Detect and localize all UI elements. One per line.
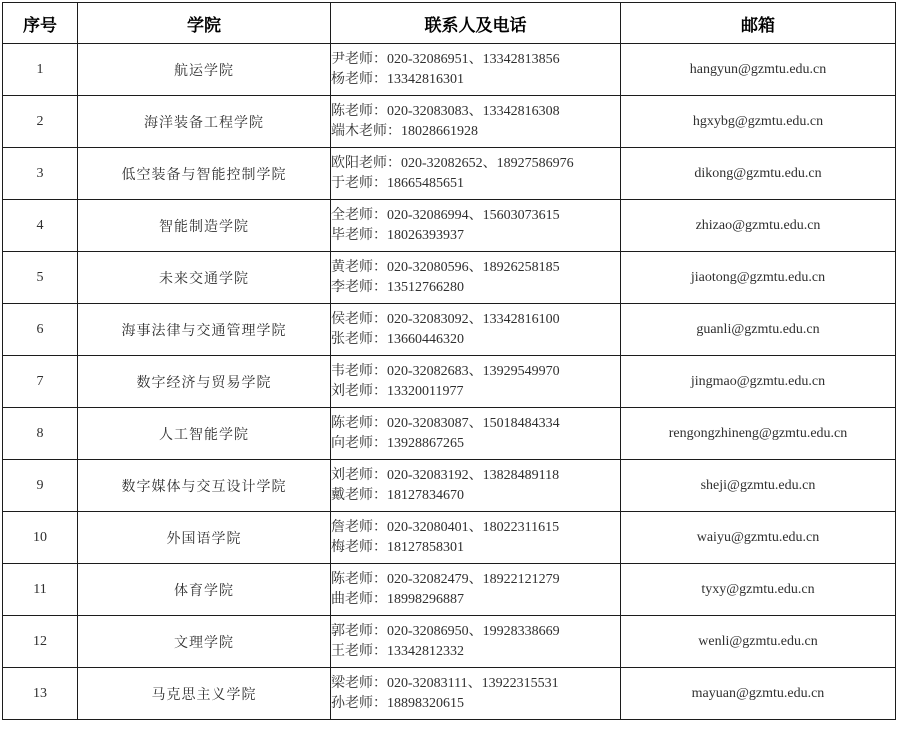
column-header-number: 序号 [3,3,78,44]
college-name: 未来交通学院 [78,252,331,304]
table-row [3,564,896,616]
table-row [3,252,896,304]
college-name: 低空装备与智能控制学院 [78,148,331,200]
contact-line-2: 刘老师：13320011977 [331,383,464,399]
header-row [3,3,896,44]
college-name: 外国语学院 [78,512,331,564]
contact-line-1: 韦老师：020-32082683、13929549970 [331,363,560,379]
table-row [3,408,896,460]
table-row [3,668,896,720]
college-name: 航运学院 [78,44,331,96]
column-header-college: 学院 [78,3,331,44]
contact-line-1: 梁老师：020-32083111、13922315531 [331,675,559,691]
contact-and-phone [331,408,621,460]
row-number: 8 [3,408,78,460]
college-name: 数字经济与贸易学院 [78,356,331,408]
contact-and-phone [331,200,621,252]
row-number: 2 [3,96,78,148]
row-number: 11 [3,564,78,616]
email-address: sheji@gzmtu.edu.cn [621,460,896,512]
contact-line-1: 尹老师：020-32086951、13342813856 [331,51,560,67]
college-name: 智能制造学院 [78,200,331,252]
contact-line-2: 曲老师：18998296887 [331,591,464,607]
row-number: 6 [3,304,78,356]
table-row [3,148,896,200]
contact-line-1: 陈老师：020-32083083、13342816308 [331,103,560,119]
contact-line-2: 梅老师：18127858301 [331,539,464,555]
table-header [3,3,896,44]
contact-and-phone [331,616,621,668]
contact-and-phone [331,44,621,96]
email-address: guanli@gzmtu.edu.cn [621,304,896,356]
contact-line-1: 陈老师：020-32082479、18922121279 [331,571,560,587]
row-number: 13 [3,668,78,720]
email-address: rengongzhineng@gzmtu.edu.cn [621,408,896,460]
column-header-email: 邮箱 [621,3,896,44]
contact-line-2: 李老师：13512766280 [331,279,464,295]
row-number: 10 [3,512,78,564]
table-row [3,304,896,356]
contact-line-1: 全老师：020-32086994、15603073615 [331,207,560,223]
column-header-contact: 联系人及电话 [331,3,621,44]
contact-line-1: 侯老师：020-32083092、13342816100 [331,311,560,327]
email-address: wenli@gzmtu.edu.cn [621,616,896,668]
college-name: 海洋装备工程学院 [78,96,331,148]
contact-and-phone [331,564,621,616]
contact-and-phone [331,668,621,720]
table-row [3,512,896,564]
contact-and-phone [331,356,621,408]
contact-and-phone [331,304,621,356]
row-number: 12 [3,616,78,668]
table-body [3,44,896,720]
table-row [3,356,896,408]
college-name: 体育学院 [78,564,331,616]
contact-line-2: 孙老师：18898320615 [331,695,464,711]
email-address: tyxy@gzmtu.edu.cn [621,564,896,616]
email-address: waiyu@gzmtu.edu.cn [621,512,896,564]
contact-and-phone [331,148,621,200]
row-number: 3 [3,148,78,200]
contact-line-1: 詹老师：020-32080401、18022311615 [331,519,560,535]
college-name: 人工智能学院 [78,408,331,460]
college-name: 文理学院 [78,616,331,668]
contact-line-2: 戴老师：18127834670 [331,487,464,503]
contact-line-1: 刘老师：020-32083192、13828489118 [331,467,560,483]
college-name: 数字媒体与交互设计学院 [78,460,331,512]
college-contact-table [2,2,896,720]
contact-line-1: 郭老师：020-32086950、19928338669 [331,623,560,639]
email-address: jingmao@gzmtu.edu.cn [621,356,896,408]
email-address: dikong@gzmtu.edu.cn [621,148,896,200]
contact-line-1: 陈老师：020-32083087、15018484334 [331,415,560,431]
contact-and-phone [331,96,621,148]
row-number: 1 [3,44,78,96]
table-row [3,44,896,96]
contact-line-1: 黄老师：020-32080596、18926258185 [331,259,560,275]
email-address: zhizao@gzmtu.edu.cn [621,200,896,252]
contact-line-2: 于老师：18665485651 [331,175,464,191]
row-number: 4 [3,200,78,252]
contact-line-2: 王老师：13342812332 [331,643,464,659]
table-row [3,460,896,512]
contact-line-2: 端木老师：18028661928 [331,123,478,139]
contact-line-1: 欧阳老师：020-32082652、18927586976 [331,155,574,171]
email-address: hgxybg@gzmtu.edu.cn [621,96,896,148]
table-row [3,616,896,668]
row-number: 5 [3,252,78,304]
contact-and-phone [331,512,621,564]
contact-line-2: 张老师：13660446320 [331,331,464,347]
email-address: mayuan@gzmtu.edu.cn [621,668,896,720]
college-name: 马克思主义学院 [78,668,331,720]
email-address: jiaotong@gzmtu.edu.cn [621,252,896,304]
college-name: 海事法律与交通管理学院 [78,304,331,356]
contact-line-2: 向老师：13928867265 [331,435,464,451]
table-row [3,200,896,252]
table-row [3,96,896,148]
row-number: 9 [3,460,78,512]
row-number: 7 [3,356,78,408]
contact-line-2: 杨老师：13342816301 [331,71,464,87]
contact-and-phone [331,252,621,304]
contact-and-phone [331,460,621,512]
email-address: hangyun@gzmtu.edu.cn [621,44,896,96]
contact-line-2: 毕老师：18026393937 [331,227,464,243]
